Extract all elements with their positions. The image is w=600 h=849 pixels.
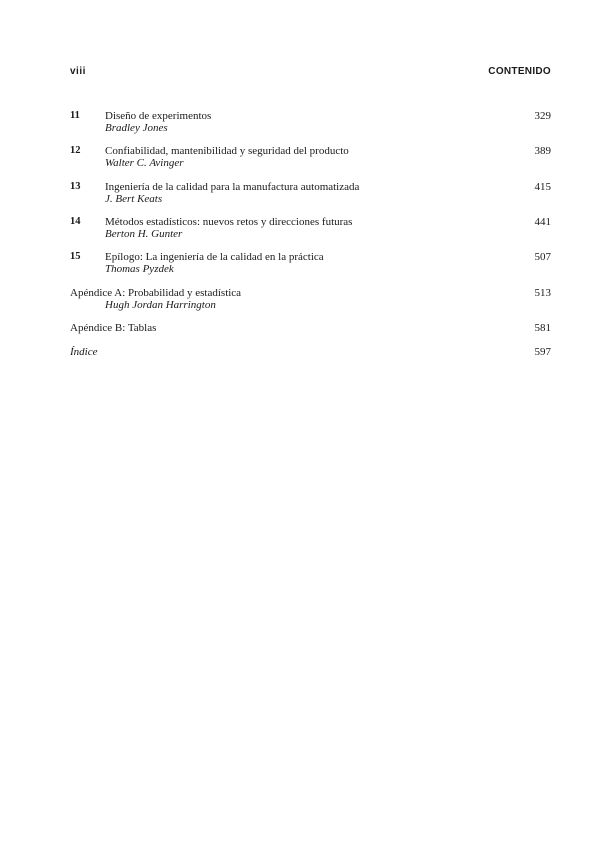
index-page: 597 xyxy=(534,346,551,358)
appendix-page: 513 xyxy=(534,287,551,299)
chapter-author: J. Bert Keats xyxy=(105,193,163,205)
page-folio: viii xyxy=(70,66,86,77)
chapter-page: 389 xyxy=(534,145,551,157)
chapter-title: Ingeniería de la calidad para la manufactura automatizada xyxy=(105,181,360,193)
chapter-title: Confiabilidad, mantenibilidad y seguridad del producto xyxy=(105,145,349,157)
chapter-title: Métodos estadísticos: nuevos retos y direcciones futuras xyxy=(105,216,353,228)
chapter-number: 15 xyxy=(70,251,81,262)
chapter-page: 329 xyxy=(534,110,551,122)
chapter-number: 11 xyxy=(70,110,80,121)
appendix-title: Apéndice B: Tablas xyxy=(70,322,157,334)
chapter-author: Thomas Pyzdek xyxy=(105,263,174,275)
appendix-title: Apéndice A: Probabilidad y estadística xyxy=(70,287,242,299)
appendix-author: Hugh Jordan Harrington xyxy=(105,299,216,311)
chapter-number: 13 xyxy=(70,181,81,192)
section-title: CONTENIDO xyxy=(488,66,551,77)
chapter-author: Berton H. Gunter xyxy=(105,228,183,240)
chapter-author: Walter C. Avinger xyxy=(105,157,184,169)
chapter-page: 507 xyxy=(534,251,551,263)
chapter-number: 12 xyxy=(70,145,81,156)
chapter-title: Diseño de experimentos xyxy=(105,110,212,122)
chapter-title: Epílogo: La ingeniería de la calidad en la práctica xyxy=(105,251,324,263)
chapter-author: Bradley Jones xyxy=(105,122,168,134)
chapter-number: 14 xyxy=(70,216,81,227)
index-title: Índice xyxy=(70,346,98,358)
chapter-page: 415 xyxy=(534,181,551,193)
appendix-page: 581 xyxy=(534,322,551,334)
chapter-page: 441 xyxy=(534,216,551,228)
running-head xyxy=(70,66,551,80)
